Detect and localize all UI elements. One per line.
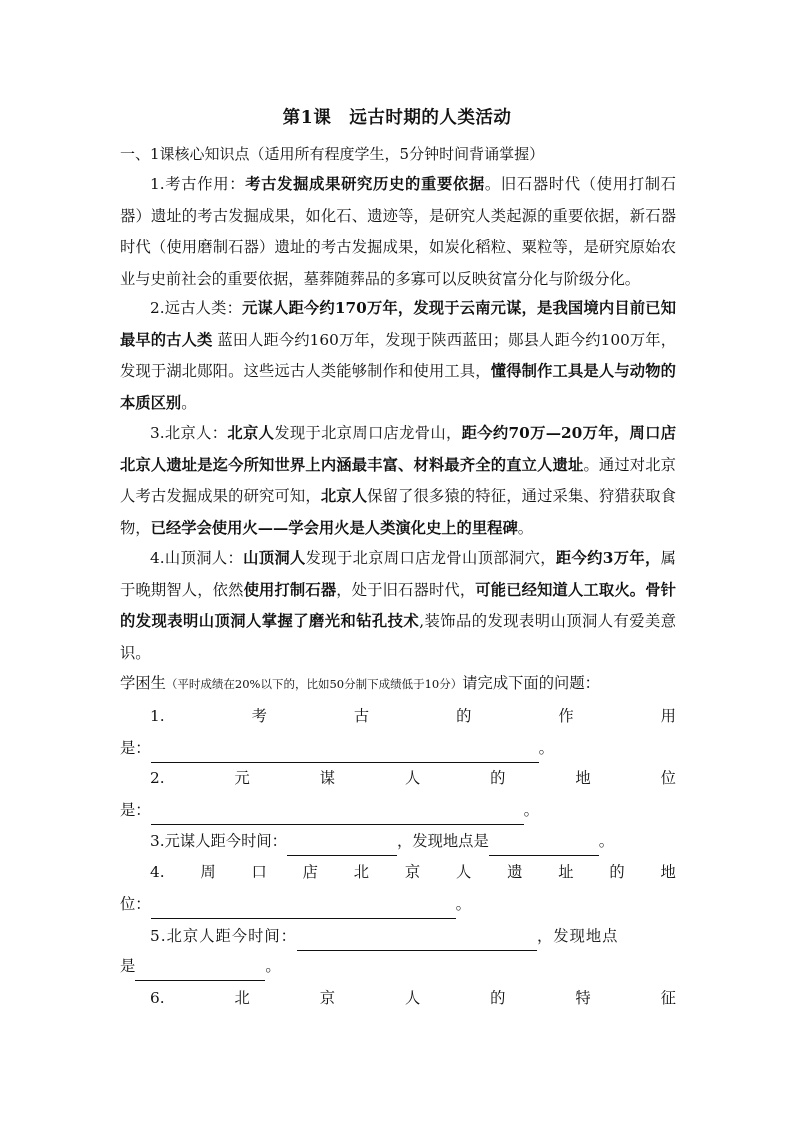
q4-word: 京 <box>404 863 421 881</box>
question-4 <box>120 857 676 887</box>
p2-label: 2.远古人类： <box>150 299 243 317</box>
q5-time-blank[interactable] <box>297 932 537 951</box>
p3-text3: 保留了很多猿的特征，通过采集、狩猎获取食物， <box>120 487 676 537</box>
p3-text2: 。通过对北京人考古发掘成果的研究可知， <box>120 455 676 505</box>
paragraph-peking-man <box>120 418 676 544</box>
q5-mid: ，发现地点 <box>536 927 619 945</box>
q5-place-blank[interactable] <box>135 962 265 981</box>
p4-text1: 发现于北京周口店龙骨山顶部洞穴， <box>305 549 556 567</box>
question-6-words <box>120 983 676 1013</box>
q2-word: 元 <box>234 769 250 787</box>
intro-label: 学困生 <box>120 674 166 692</box>
q6-word: 京 <box>319 989 336 1007</box>
p4-key1: 山顶洞人 <box>243 549 306 567</box>
q5-tail: 是 <box>120 957 136 975</box>
q3-place-blank[interactable] <box>489 837 599 856</box>
paragraph-archaeology <box>120 169 676 295</box>
q4-word: 址 <box>558 863 574 881</box>
q4-word: 周 <box>200 863 216 881</box>
q4-word: 店 <box>302 863 318 881</box>
q4-word: 遗 <box>507 863 523 881</box>
q6-word: 6. <box>150 989 165 1007</box>
question-4-answer <box>120 889 676 919</box>
p2-text: 蓝田人距今约160万年，发现于陕西蓝田；郧县人距今约100万年，发现于湖北郧阳。这些远古人类能够制作和使用工具， <box>120 330 676 380</box>
paragraph-upper-cave-man <box>120 543 676 669</box>
q2-tail: 是： <box>120 801 151 819</box>
p4-text2: 属于晚期智人，依然 <box>120 549 676 599</box>
q4-word: 人 <box>456 863 472 881</box>
p3-text1: 发现于北京周口店龙骨山， <box>274 424 462 442</box>
q5-period: 。 <box>265 957 281 975</box>
question-4-words <box>120 857 676 887</box>
question-1-words <box>120 701 676 731</box>
lesson-title: 第1课 远古时期的人类活动 <box>282 108 512 128</box>
q6-word: 北 <box>234 989 250 1007</box>
p3-key1: 北京人 <box>227 424 275 442</box>
q1-word: 作 <box>558 707 574 725</box>
q2-word: 的 <box>490 769 506 787</box>
question-1-answer <box>120 733 676 763</box>
question-2 <box>120 763 676 793</box>
p4-key2: 距今约3万年， <box>555 549 661 567</box>
p2-key2: 懂得制作工具是人与动物的本质区别 <box>120 362 676 412</box>
q1-period: 。 <box>538 739 554 757</box>
q6-word: 征 <box>660 989 676 1007</box>
question-6 <box>120 983 676 1013</box>
q3-time-blank[interactable] <box>287 837 397 856</box>
q1-word: 用 <box>660 707 676 725</box>
q4-word: 地 <box>660 863 676 881</box>
p3-end: 。 <box>517 518 534 537</box>
q2-word: 位 <box>660 769 676 787</box>
q5-label: 5.北京人距今时间： <box>150 927 297 945</box>
question-3 <box>120 826 676 856</box>
p1-label: 1.考古作用： <box>150 175 246 193</box>
p3-key2: 距今约70万—20万年，周口店北京人遗址是迄今所知世界上内涵最丰富、材料最齐全的直立人遗址 <box>120 424 676 474</box>
question-5 <box>120 921 676 951</box>
q4-word: 的 <box>609 863 625 881</box>
q3-mid: ，发现地点是 <box>396 832 489 850</box>
q4-word: 口 <box>251 863 267 881</box>
p4-key3: 使用打制石器 <box>243 580 337 599</box>
q1-word: 1. <box>150 707 165 725</box>
p2-end: 。 <box>181 393 197 412</box>
q2-word: 2. <box>150 769 165 787</box>
q4-tail: 位： <box>120 895 151 913</box>
p4-label: 4.山顶洞人： <box>150 549 244 567</box>
intro-text: 请完成下面的问题： <box>462 674 600 692</box>
q2-word: 地 <box>575 769 591 787</box>
section-heading: 一、1课核心知识点（适用所有程度学生，5分钟时间背诵掌握） <box>120 145 545 163</box>
p4-end: ,装饰品的发现表明山顶洞人有爱美意识。 <box>120 612 676 662</box>
p1-key: 考古发掘成果研究历史的重要依据 <box>245 175 485 193</box>
q1-word: 古 <box>353 707 370 725</box>
q6-word: 的 <box>490 989 506 1007</box>
intro-note: （平时成绩在20%以下的，比如50分制下成绩低于10分） <box>165 677 463 691</box>
paragraph-ancient-humans <box>120 293 676 419</box>
q3-label: 3.元谋人距今时间： <box>150 832 287 850</box>
q1-answer-blank[interactable] <box>151 744 539 763</box>
q1-tail: 是： <box>120 739 151 757</box>
question-2-words <box>120 763 676 793</box>
question-1 <box>120 701 676 731</box>
p4-text3: ，处于旧石器时代， <box>336 580 476 599</box>
p4-key4: 可能已经知道人工取火。骨针的发现表明山顶洞人掌握了磨光和钻孔技术 <box>120 580 676 630</box>
question-5-answer <box>120 951 676 981</box>
q6-word: 特 <box>575 989 591 1007</box>
p3-key4: 已经学会使用火——学会用火是人类演化史上的里程碑 <box>150 518 518 537</box>
q2-word: 人 <box>404 769 421 787</box>
q1-word: 考 <box>251 707 267 725</box>
q4-word: 4. <box>150 863 165 881</box>
q3-period: 。 <box>598 832 615 850</box>
q2-period: 。 <box>523 801 539 819</box>
p3-key3: 北京人 <box>320 487 368 505</box>
q4-period: 。 <box>455 895 471 913</box>
question-2-answer <box>120 795 676 825</box>
q2-answer-blank[interactable] <box>151 806 524 825</box>
q2-word: 谋 <box>319 769 336 787</box>
exercise-intro <box>120 668 676 698</box>
q1-word: 的 <box>456 707 472 725</box>
q6-word: 人 <box>404 989 421 1007</box>
p3-label: 3.北京人： <box>150 424 228 442</box>
q4-answer-blank[interactable] <box>151 900 456 919</box>
q4-word: 北 <box>353 863 370 881</box>
p1-text: 。旧石器时代（使用打制石器）遗址的考古发掘成果，如化石、遗迹等，是研究人类起源的重要依据，新石器时代（使用磨制石器）遗址的考古发掘成果，如炭化稻粒、粟粒等，是研究原始农业与史前社会的重要依据，墓葬随葬品的多寡可以反映贫富分化与阶级分化。 <box>120 175 676 288</box>
p2-key: 元谋人距今约170万年，发现于云南元谋，是我国境内目前已知最早的古人类 <box>120 299 676 349</box>
